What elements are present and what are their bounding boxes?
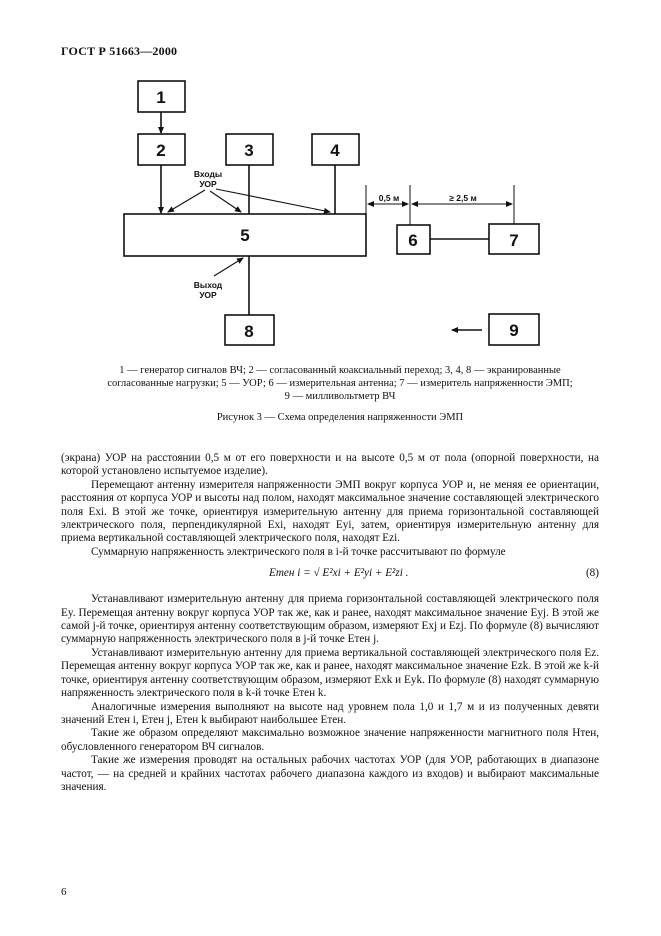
box-1-label: 1	[156, 88, 166, 107]
formula-number: (8)	[585, 567, 599, 580]
body-text	[61, 452, 599, 794]
measurement-diagram	[0, 0, 661, 360]
box-4-label: 4	[330, 141, 340, 160]
page-number: 6	[61, 886, 67, 898]
distance-label-2-5: ≥ 2,5 м	[449, 193, 477, 203]
box-3-label: 3	[244, 141, 254, 160]
box-8-label: 8	[244, 322, 254, 341]
formula-expression: Eтен i = √ E²xi + E²yi + E²zi .	[269, 567, 409, 580]
legend-line-2: согласованные нагрузки; 5 — УОР; 6 — измерительная антенна; 7 — измеритель напряженности ЭМП;	[107, 378, 573, 389]
distance-label-0-5: 0,5 м	[378, 193, 400, 203]
page-header: ГОСТ Р 51663—2000	[61, 44, 178, 58]
paragraph-4: Устанавливают измерительную антенну для приема горизонтальной составляющей электрического поля Ey. Перемещая антенну вокруг корпуса УОР так же, как и ранее, находят максимальное значение Eyj. В этой же самой j-й точке, ориентируя антенну соответствующим образом, измеряют Exj и Ezj. По формуле (8) вычисляют суммарную напряженность электрического поля в j-й точке Eтен j.	[61, 593, 599, 646]
output-label-uor: УОР	[199, 290, 217, 300]
legend-line-3: 9 — милливольтметр ВЧ	[284, 391, 396, 402]
inputs-label: Входы	[193, 169, 223, 179]
box-6-label: 6	[408, 231, 418, 250]
figure-title: Рисунок 3 — Схема определения напряженности ЭМП	[216, 412, 464, 423]
output-label: Выход	[193, 280, 223, 290]
box-9-label: 9	[509, 321, 519, 340]
paragraph-6: Аналогичные измерения выполняют на высоте над уровнем пола 1,0 и 1,7 м и из полученных девяти значений Eтен i, Eтен j, Eтен k выбирают наибольшее Eтен.	[61, 700, 599, 726]
paragraph-7: Такие же образом определяют максимально возможное значение напряженности магнитного поля Hтен, обусловленного генератором ВЧ сигналов.	[61, 727, 599, 753]
paragraph-8: Такие же измерения проводят на остальных рабочих частотах УОР (для УОР, работающих в диапазоне частот, — на средней и крайних частотах рабочего диапазона каждого из входов) и выбирают максимальные значения.	[61, 754, 599, 793]
formula-8	[61, 563, 599, 591]
box-2-label: 2	[156, 141, 166, 160]
paragraph-1: (экрана) УОР на расстоянии 0,5 м от его поверхности и на высоте 0,5 м от пола (опорной поверхности, на которой установлено испытуемое изделие).	[61, 452, 599, 478]
figure-legend	[100, 364, 580, 403]
box-5-label: 5	[240, 226, 250, 245]
box-7-label: 7	[509, 231, 519, 250]
paragraph-5: Устанавливают измерительную антенну для приема вертикальной составляющей электрического поля Ez. Перемещая антенну вокруг корпуса УОР так же, как и ранее, находят максимальное значение Ezk. В этой же k-й точке, ориентируя антенну соответствующим образом, измеряют Exk и Eyk. По формуле (8) находят суммарную напряженность электрического поля в k-й точке Eтен k.	[61, 646, 599, 700]
paragraph-3: Суммарную напряженность электрического поля в i-й точке рассчитывают по формуле	[91, 545, 506, 558]
inputs-label-uor: УОР	[199, 179, 217, 189]
paragraph-2: Перемещают антенну измерителя напряженности ЭМП вокруг корпуса УОР и, не меняя ее ориентации, расстояния от корпуса УОР и высоты над полом, находят максимальное значение составляющей электрического поля Exi. В этой же точке, ориентируя измерительную антенну для приема горизонтальной составляющей электрического поля, перпендикулярной Exi, находят Eyi, затем, ориентируя измерительную антенну для приема вертикальной составляющей электрического поля, находят Ezi.	[61, 478, 599, 545]
legend-line-1: 1 — генератор сигналов ВЧ; 2 — согласованный коаксиальный переход; 3, 4, 8 — экранированные	[119, 365, 561, 376]
